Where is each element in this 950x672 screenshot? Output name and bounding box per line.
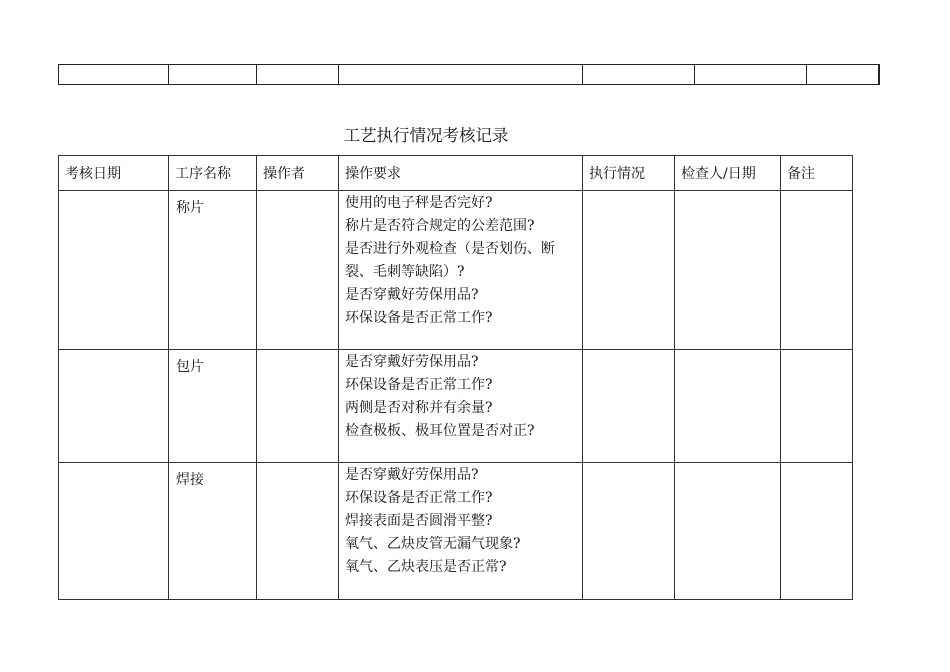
cell-operator <box>257 191 339 350</box>
cell-remarks <box>781 463 853 600</box>
cell-execution-status <box>583 463 675 600</box>
fragment-cell <box>257 65 339 85</box>
requirement-item: 检查极板、极耳位置是否对正? <box>345 423 535 439</box>
cell-process-name: 包片 <box>169 350 257 463</box>
requirement-item: 环保设备是否正常工作? <box>345 490 493 506</box>
requirement-item: 是否进行外观检查（是否划伤、断 <box>345 241 555 257</box>
header-operation-requirements: 操作要求 <box>339 156 583 191</box>
requirement-item: 氧气、乙炔皮管无漏气现象? <box>345 536 521 552</box>
header-process-name: 工序名称 <box>169 156 257 191</box>
header-remarks: 备注 <box>781 156 853 191</box>
requirement-item: 氧气、乙炔表压是否正常? <box>345 559 507 575</box>
fragment-cell <box>339 65 583 85</box>
fragment-cell <box>695 65 807 85</box>
cell-inspection-date <box>59 191 169 350</box>
requirement-item: 称片是否符合规定的公差范围? <box>345 218 535 234</box>
fragment-cell <box>169 65 257 85</box>
requirement-item: 裂、毛刺等缺陷）? <box>345 264 465 280</box>
requirement-item: 焊接表面是否圆滑平整? <box>345 513 493 529</box>
requirement-item: 是否穿戴好劳保用品? <box>345 287 479 303</box>
fragment-cell <box>59 65 169 85</box>
cell-operator <box>257 350 339 463</box>
document-title: 工艺执行情况考核记录 <box>343 126 509 145</box>
cell-requirements <box>339 350 583 463</box>
header-inspection-date: 考核日期 <box>59 156 169 191</box>
header-operator: 操作者 <box>257 156 339 191</box>
cell-process-name: 焊接 <box>169 463 257 600</box>
table-row <box>59 350 853 463</box>
requirement-item: 两侧是否对称并有余量? <box>345 400 493 416</box>
requirement-item: 是否穿戴好劳保用品? <box>345 354 479 370</box>
cell-requirements <box>339 463 583 600</box>
cell-execution-status <box>583 191 675 350</box>
cell-inspection-date <box>59 463 169 600</box>
inspection-record-table <box>58 155 853 600</box>
table-row <box>59 463 853 600</box>
header-execution-status: 执行情况 <box>583 156 675 191</box>
cell-inspection-date <box>59 350 169 463</box>
previous-table-fragment <box>58 64 880 85</box>
fragment-cell <box>583 65 695 85</box>
cell-inspector-date <box>675 191 781 350</box>
cell-inspector-date <box>675 463 781 600</box>
cell-remarks <box>781 191 853 350</box>
cell-process-name: 称片 <box>169 191 257 350</box>
cell-execution-status <box>583 350 675 463</box>
cell-requirements <box>339 191 583 350</box>
cell-inspector-date <box>675 350 781 463</box>
requirement-item: 使用的电子秤是否完好? <box>345 195 493 211</box>
requirement-item: 环保设备是否正常工作? <box>345 310 493 326</box>
cell-operator <box>257 463 339 600</box>
table-row <box>59 191 853 350</box>
header-row <box>59 156 853 191</box>
header-inspector-date: 检查人/日期 <box>675 156 781 191</box>
cell-remarks <box>781 350 853 463</box>
requirement-item: 环保设备是否正常工作? <box>345 377 493 393</box>
requirement-item: 是否穿戴好劳保用品? <box>345 467 479 483</box>
fragment-cell <box>807 65 879 85</box>
